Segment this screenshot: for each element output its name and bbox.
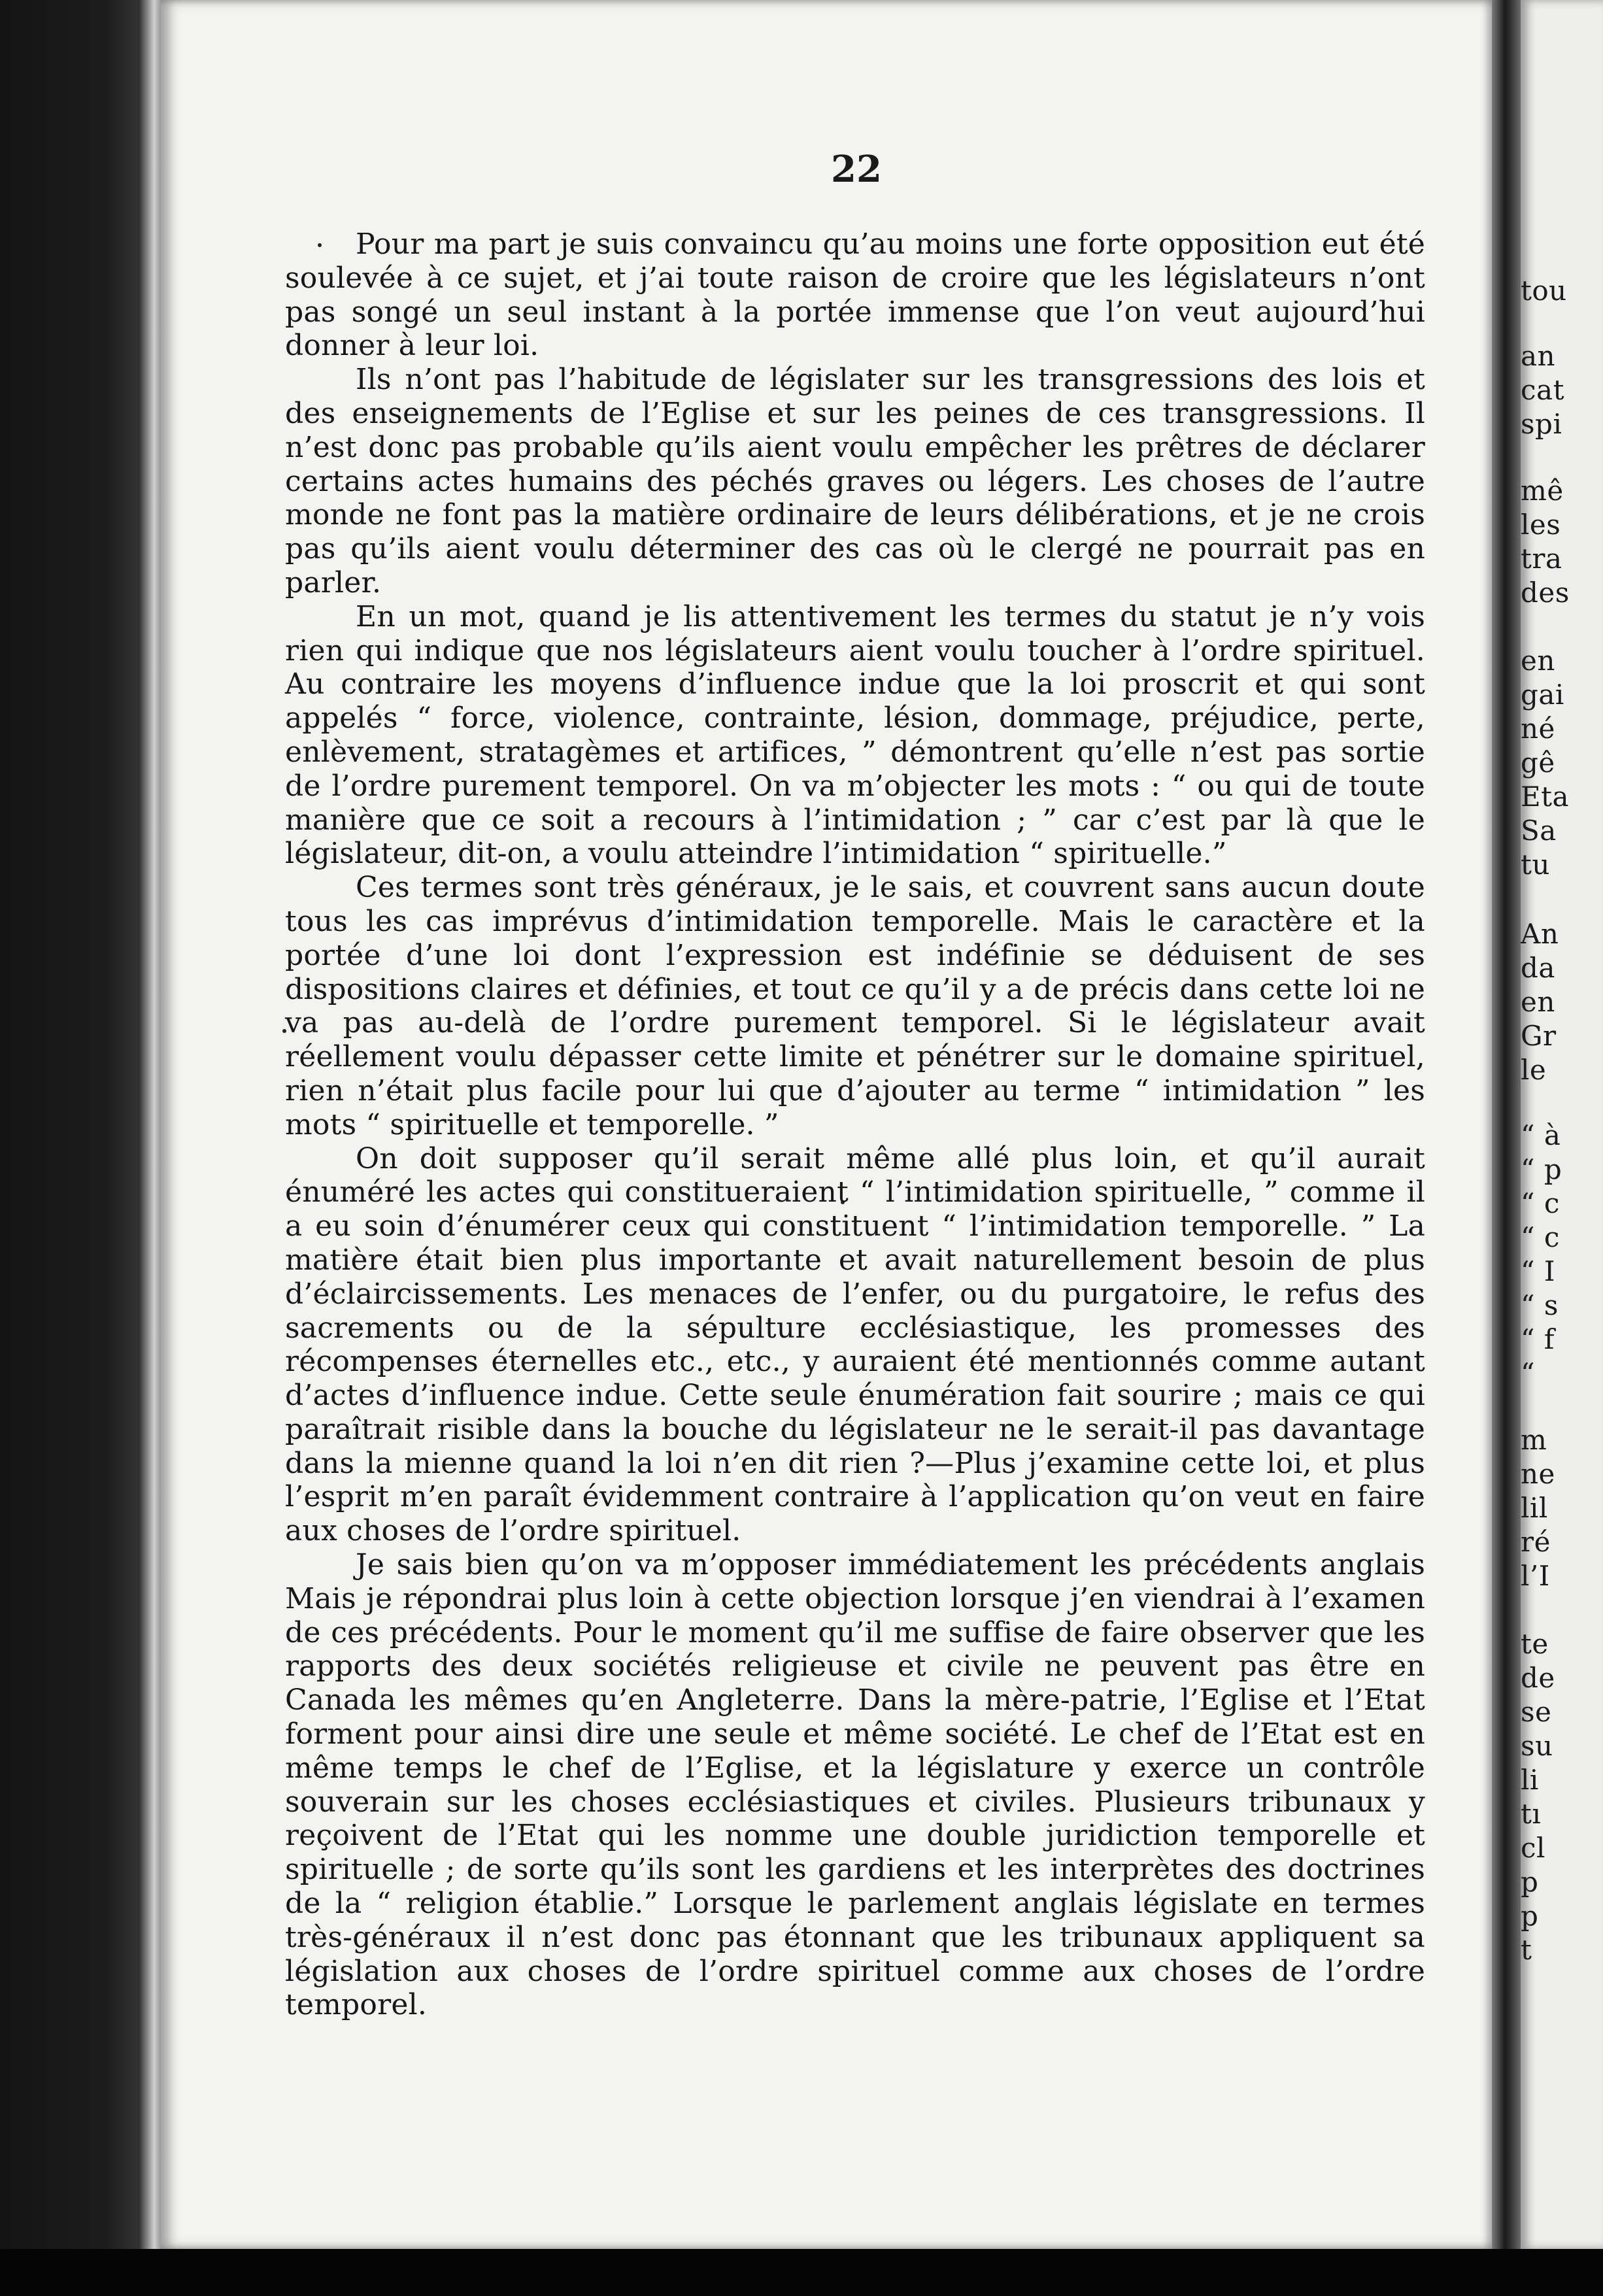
next-page-fragment: ne [1521,1458,1555,1490]
next-page-fragment: “ I [1521,1255,1555,1287]
next-page-fragment: da [1521,952,1555,984]
body-text [285,228,1425,2022]
next-page-fragment: an [1521,340,1556,372]
next-page-fragment: de [1521,1662,1555,1694]
next-page-fragment: cat [1521,374,1564,406]
next-page-fragment: Gr [1521,1020,1557,1052]
next-page-fragment: li [1521,1764,1539,1796]
next-page-fragment: né [1521,713,1555,745]
next-page-fragment: en [1521,645,1555,677]
next-page-fragment: m [1521,1424,1547,1456]
next-page-fragment: mê [1521,475,1564,507]
scan-bottom-border [0,2249,1603,2296]
next-page-fragment: Eta [1521,781,1570,813]
paragraph-2: Ils n’ont pas l’habitude de législater sur les transgressions des lois et des enseignements de l’Eglise et sur les peines de ces transgressions. Il n’est donc pas probable qu’ils aient voulu empêcher les prêtres de déclarer certains actes humains des péchés graves ou légers. Les choses de l’autre monde ne font pas la matière ordinaire de leurs délibérations, et je ne crois pas qu’ils aient voulu déterminer des cas où le clergé ne pourrait pas en parler. [285,363,1425,599]
paragraph-6: Je sais bien qu’on va m’opposer immédiatement les précédents anglais Mais je répondrai plus loin à cette objection lorsque j’en viendrai à l’examen de ces précédents. Pour le moment qu’il me suffise de faire observer que les rapports des deux sociétés religieuse et civile ne peuvent pas être en Canada les mêmes qu’en Angleterre. Dans la mère-patrie, l’Eglise et l’Etat forment pour ainsi dire une seule et même société. Le chef de l’Etat est en même temps le chef de l’Eglise, et la législature y exerce un contrôle souverain sur les choses ecclésiastiques et civiles. Plusieurs tribunaux y reçoivent de l’Etat qui les nomme une double juridiction temporelle et spirituelle ; de sorte qu’ils sont les gardiens et les interprètes des doctrines de la “ religion établie.” Lorsque le parlement anglais législate en termes très-généraux il n’est donc pas étonnant que les tribunaux appliquent sa législation aux choses de l’ordre spirituel comme aux choses de l’ordre temporel. [285,1548,1425,2022]
next-page-fragment: des [1521,577,1570,609]
next-page-fragment: ré [1521,1526,1551,1558]
next-page-fragment: l’I [1521,1560,1550,1592]
paragraph-3: En un mot, quand je lis attentivement les termes du statut je n’y vois rien qui indique que nos législateurs aient voulu toucher à l’ordre spirituel. Au contraire les moyens d’influence indue que la loi proscrit et qui sont appelés “ force, violence, contrainte, lésion, dommage, préjudice, perte, enlèvement, stratagèmes et artifices, ” démontrent qu’elle n’est pas sortie de l’ordre purement temporel. On va m’objecter les mots : “ ou qui de toute manière que ce soit a recours à l’intimidation ; ” car c’est par là que le législateur, dit-on, a voulu atteindre l’intimidation “ spirituelle.” [285,599,1425,871]
next-page-fragment: su [1521,1730,1553,1762]
next-page-fragment: tra [1521,543,1562,575]
next-page-fragment: An [1521,918,1559,950]
page-gutter [1492,0,1521,2249]
next-page-edge [1521,0,1603,2249]
next-page-fragment: “ p [1521,1153,1562,1185]
book-spine [139,0,161,2249]
next-page-fragment: p [1521,1866,1539,1898]
next-page-fragment: tu [1521,849,1550,881]
next-page-fragment: “ c [1521,1187,1560,1219]
paragraph-1: Pour ma part je suis convaincu qu’au moins une forte opposition eut été soulevée à ce sujet, et j’ai toute raison de croire que les législateurs n’ont pas songé un seul instant à la portée immense que l’on veut aujourd’hui donner à leur loi. [285,228,1425,363]
next-page-fragment: se [1521,1696,1552,1728]
next-page-fragment: “ s [1521,1289,1559,1321]
next-page-fragment: Sa [1521,815,1557,847]
next-page-fragment: tou [1521,275,1567,307]
book-left-edge [0,0,150,2296]
next-page-fragment: le [1521,1054,1547,1086]
next-page-fragment: spi [1521,408,1562,440]
paragraph-4: Ces termes sont très généraux, je le sais, et couvrent sans aucun doute tous les cas imprévus d’intimidation temporelle. Mais le caractère et la portée d’une loi dont l’expression est indéfinie se déduisent de ses dispositions claires et définies, et tout ce qu’il y a de précis dans cette loi ne va pas au-delà de l’ordre purement temporel. Si le législateur avait réellement voulu dépasser cette limite et pénétrer sur le domaine spirituel, rien n’était plus facile pour lui que d’ajouter au terme “ intimidation ” les mots “ spirituelle et temporelle. ” [285,871,1425,1141]
page-number: 22 [831,148,882,191]
next-page-fragment: t [1521,1934,1532,1966]
next-page-fragment: gê [1521,747,1555,779]
next-page-fragment: “ à [1521,1119,1561,1151]
next-page-fragment: gai [1521,679,1564,711]
next-page-fragment: p [1521,1900,1539,1932]
next-page-fragment: lil [1521,1492,1548,1524]
next-page-fragment: en [1521,986,1555,1018]
next-page-fragment: “ c [1521,1221,1560,1253]
next-page-fragment: “ [1521,1357,1535,1389]
next-page-fragment: cl [1521,1832,1545,1864]
paragraph-5: On doit supposer qu’il serait même allé plus loin, et qu’il aurait énuméré les actes qui constitueraient “ l’intimidation spirituelle, ” comme il a eu soin d’énumérer ceux qui constituent “ l’intimidation temporelle. ” La matière était bien plus importante et avait naturellement besoin de plus d’éclaircissements. Les menaces de l’enfer, ou du purgatoire, le refus des sacrements ou de la sépulture ecclésiastique, les promesses des récompenses éternelles etc., etc., y auraient été mentionnés comme autant d’actes d’influence indue. Cette seule énumération fait sourire ; mais ce qui paraîtrait risible dans la bouche du législateur ne le serait-il pas davantage dans la mienne quand la loi n’en dit rien ?—Plus j’examine cette loi, et plus l’esprit m’en paraît évidemment contraire à l’application qu’on veut en faire aux choses de l’ordre spirituel. [285,1141,1425,1548]
next-page-fragment: “ f [1521,1323,1555,1355]
next-page-fragment: tı [1521,1798,1542,1830]
next-page-fragment: les [1521,509,1561,541]
next-page-fragment: te [1521,1628,1549,1660]
